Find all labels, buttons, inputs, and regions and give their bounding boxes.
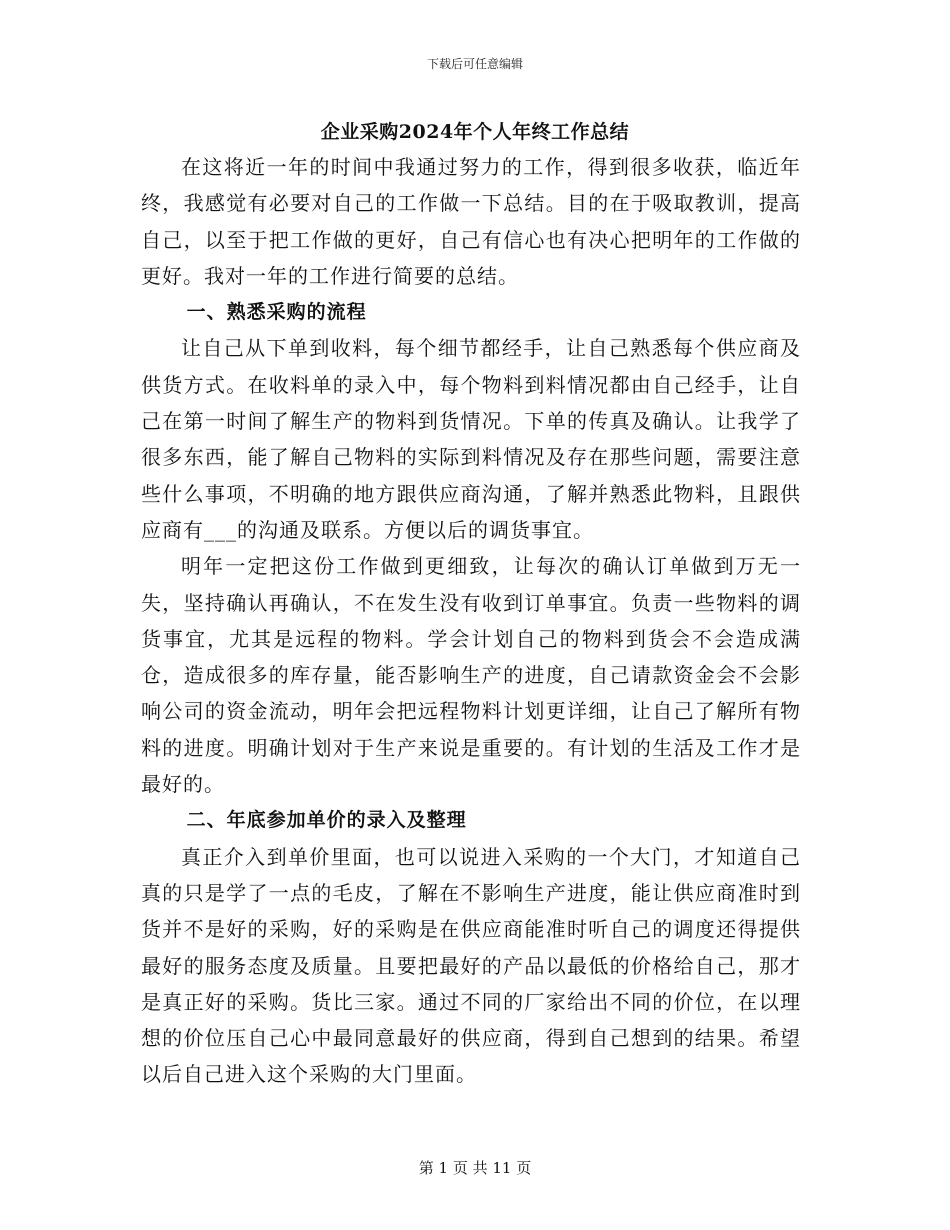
intro-paragraph: 在这将近一年的时间中我通过努力的工作，得到很多收获，临近年终，我感觉有必要对自己的工作做一下总结。目的在于吸取教训，提高自己，以至于把工作做的更好，自己有信心也有决心把明年的工作做的更好。我对一年的工作进行简要的总结。 — [141, 155, 801, 288]
section-2-paragraph-1: 真正介入到单价里面，也可以说进入采购的一个大门，才知道自己真的只是学了一点的毛皮，了解在不影响生产进度，能让供应商准时到货并不是好的采购，好的采购是在供应商能准时听自己的调度还得提供最好的服务态度及质量。且要把最好的产品以最低的价格给自己，那才是真正好的采购。货比三家。通过不同的厂家给出不同的价位，在以理想的价位压自己心中最同意最好的供应商，得到自己想到的结果。希望以后自己进入这个采购的大门里面。 — [141, 844, 801, 1087]
section-1-paragraph-1: 让自己从下单到收料，每个细节都经手，让自己熟悉每个供应商及供货方式。在收料单的录入中，每个物料到料情况都由自己经手，让自己在第一时间了解生产的物料到货情况。下单的传真及确认。让我学了很多东西，能了解自己物料的实际到料情况及存在那些问题，需要注意些什么事项，不明确的地方跟供应商沟通，了解并熟悉此物料，且跟供应商有___的沟通及联系。方便以后的调货事宜。 — [141, 336, 801, 542]
document-body — [141, 149, 801, 1093]
section-1-paragraph-2: 明年一定把这份工作做到更细致，让每次的确认订单做到万无一失，坚持确认再确认，不在发生没有收到订单事宜。负责一些物料的调货事宜，尤其是远程的物料。学会计划自己的物料到货会不会造成满仓，造成很多的库存量，能否影响生产的进度，自己请款资金会不会影响公司的资金流动，明年会把远程物料计划更详细，让自己了解所有物料的进度。明确计划对于生产来说是重要的。有计划的生活及工作才是最好的。 — [141, 554, 801, 797]
section-heading-1: 一、熟悉采购的流程 — [186, 301, 367, 324]
page-footer: 第 1 页 共 11 页 — [418, 1159, 532, 1177]
document-title: 企业采购2024年个人年终工作总结 — [320, 121, 630, 143]
header-note: 下载后可任意编辑 — [426, 57, 523, 71]
section-heading-2: 二、年底参加单价的录入及整理 — [186, 809, 467, 832]
